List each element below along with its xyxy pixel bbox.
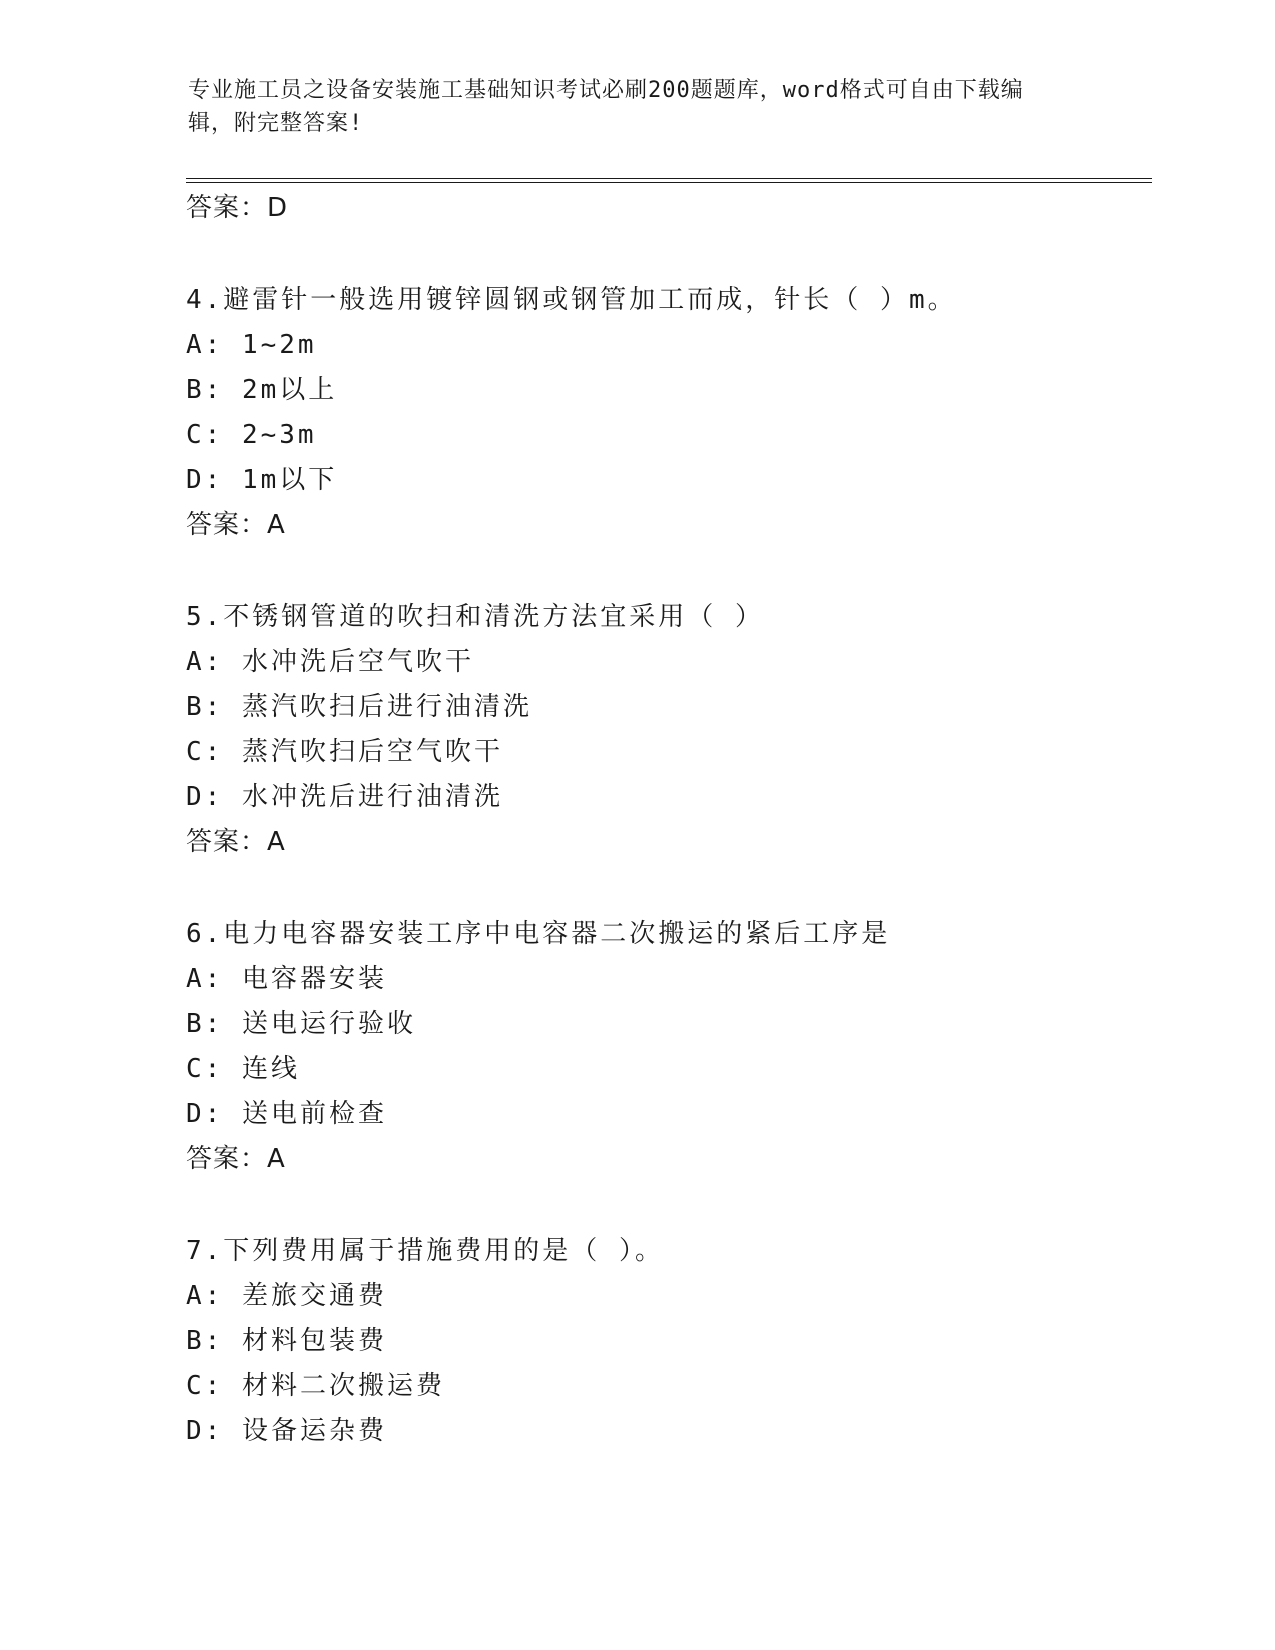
option-c: C: 2~3m [186,420,317,450]
option-a: A: 水冲洗后空气吹干 [186,647,474,677]
option-b: B: 送电运行验收 [186,1009,416,1039]
option-c: C: 蒸汽吹扫后空气吹干 [186,737,503,767]
option-c: C: 材料二次搬运费 [186,1371,445,1401]
option-a: A: 1~2m [186,330,317,360]
option-a: A: 差旅交通费 [186,1281,387,1311]
question-block [186,912,1146,1182]
answer-line: 答案：D [186,193,289,223]
option-a: A: 电容器安装 [186,964,387,994]
option-d: D: 设备运杂费 [186,1416,387,1446]
header-divider [186,178,1152,179]
option-c: C: 连线 [186,1054,300,1084]
option-d: D: 1m以下 [186,465,338,495]
question-block [186,595,1146,865]
question-block [186,278,1146,548]
answer-line: 答案：A [186,827,286,857]
header-divider-second [186,182,1152,183]
question-title: 4.避雷针一般选用镀锌圆钢或钢管加工而成，针长（ ）m。 [186,285,957,315]
question-title: 6.电力电容器安装工序中电容器二次搬运的紧后工序是 [186,919,891,949]
option-d: D: 送电前检查 [186,1099,387,1129]
answer-line: 答案：A [186,1144,286,1174]
question-title: 7.下列费用属于措施费用的是（ ）。 [186,1236,664,1266]
question-list [186,186,1146,1454]
document-header: 专业施工员之设备安装施工基础知识考试必刷200题题库，word格式可自由下载编辑，附完整答案! [188,78,1024,136]
option-b: B: 2m以上 [186,375,338,405]
answer-line: 答案：A [186,510,286,540]
question-block [186,1229,1146,1454]
option-b: B: 材料包装费 [186,1326,387,1356]
question-title: 5.不锈钢管道的吹扫和清洗方法宜采用（ ） [186,602,764,632]
option-b: B: 蒸汽吹扫后进行油清洗 [186,692,532,722]
option-d: D: 水冲洗后进行油清洗 [186,782,503,812]
